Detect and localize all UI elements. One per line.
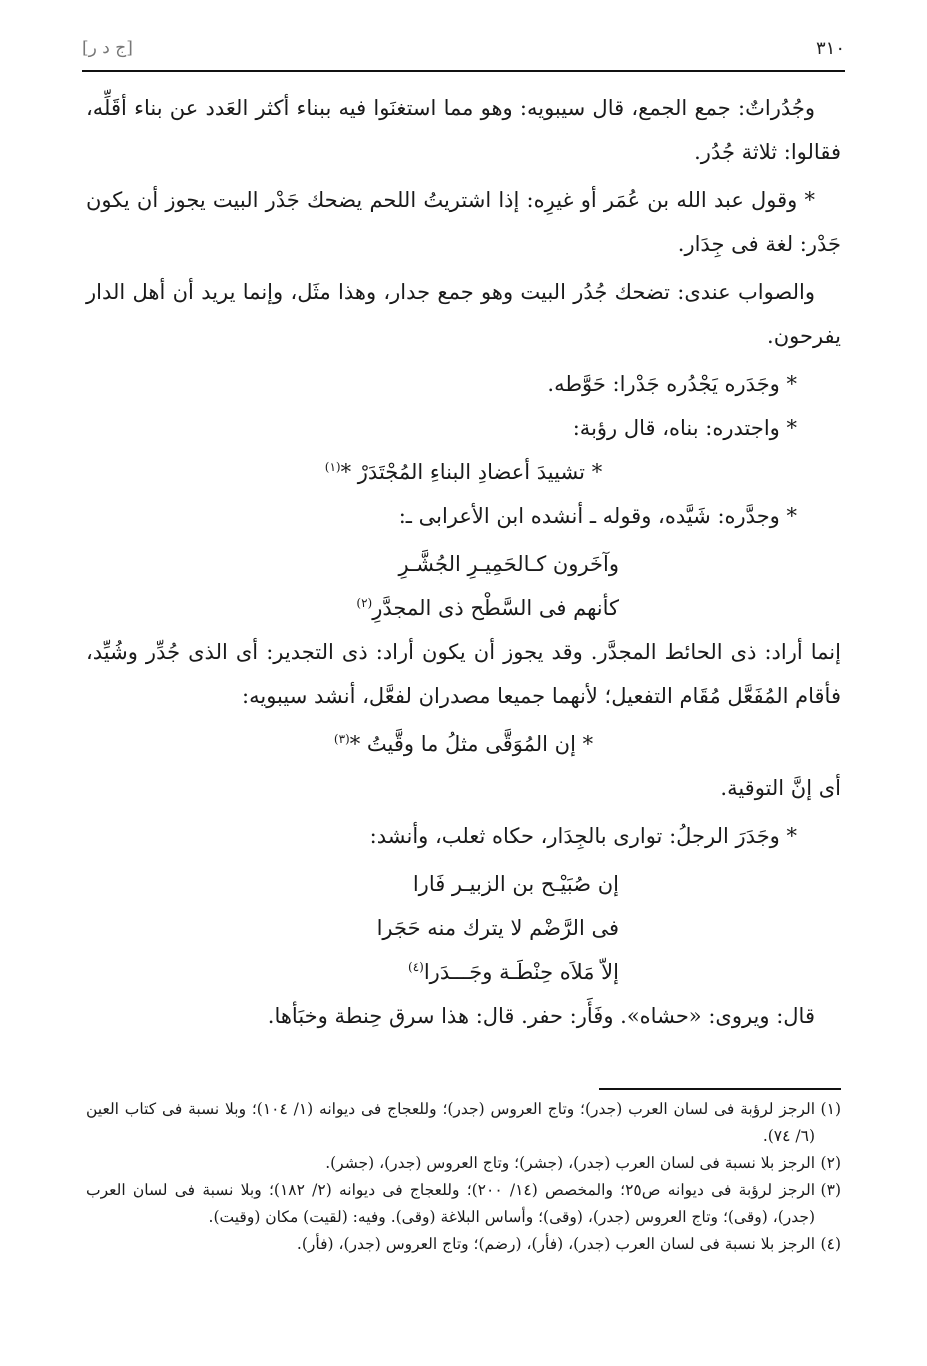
- footnote-item: [86, 1096, 841, 1150]
- verse-text: * تشييدَ أعضادِ البناءِ المُجْتَدَرْ *: [340, 460, 603, 484]
- verse-line: وآخَرون كـالحَمِيـرِ الجُشَّـرِ: [398, 552, 619, 576]
- paragraph-plural-of-plural: وجُدُراتٌ: جمع الجمع، قال سيبويه: وهو مما استغنَوا فيه ببناء أكثر العَدد عن بناء أقَلِّه، فقالوا: ثلاثة جُدُر.: [86, 96, 841, 164]
- footnote-ref: (١): [324, 460, 341, 474]
- entry-jadara-rajul: * وجَدَرَ الرجلُ: توارى بالجِدَار، حكاه ثعلب، وأنشد:: [369, 824, 797, 848]
- main-text: [86, 86, 841, 1042]
- verse-line: إن صُبَيْـح بن الزبيـر فَارا: [412, 872, 619, 896]
- footnote-number: (٣): [820, 1181, 841, 1199]
- verse-text: كأنهم فى السَّطْح ذى المجدَّرِ: [372, 596, 619, 620]
- footnote-text: الرجز بلا نسبة فى لسان العرب (جدر)، (فأر)، (رضم)؛ وتاج العروس (جدر)، (فأر).: [296, 1235, 815, 1253]
- footnote-text: الرجز بلا نسبة فى لسان العرب (جدر)، (جشر)؛ وتاج العروس (جدر)، (جشر).: [325, 1154, 815, 1172]
- verse-line: [86, 586, 841, 630]
- footnote-text: الرجز لرؤبة فى ديوانه ص٢٥؛ والمخصص (١٤/ ٢٠٠)؛ وللعجاج فى ديوانه (٢/ ١٨٢)؛ وبلا نسبة فى لسان العرب (جدر)، (وقى)؛ وتاج العروس (جدر)، (وقى)؛ وأساس البلاغة (وقى). وفيه: (لقيت) مكان (وقيت).: [86, 1181, 815, 1226]
- footnote-ref: (٤): [408, 960, 424, 974]
- footnote-text: الرجز لرؤبة فى لسان العرب (جدر)؛ وتاج العروس (جدر)؛ وللعجاج فى ديوانه (١/ ١٠٤)؛ وبلا نسبة فى كتاب العين (٦/ ٧٤).: [86, 1100, 815, 1145]
- verse-sibawayh: [86, 722, 841, 766]
- verse-text: إلاّ مَلاَه حِنْطَـة وجَـــدَرا: [423, 960, 619, 984]
- paragraph-tawqiya: أى إنَّ التوقية.: [720, 776, 841, 800]
- entry-ijtadarahu: * واجتدره: بناه، قال رؤبة:: [572, 416, 797, 440]
- paragraph-explanation: إنما أراد: ذى الحائط المجدَّر. وقد يجوز أن يكون أراد: ذى التجدير: أى الذى جُدِّر وشُيِّد، فأقام المُفَعَّل مُقَام التفعيل؛ لأنهما جميعا مصدران لفعَّل، أنشد سيبويه:: [86, 640, 841, 708]
- paragraph-correct-reading: والصواب عندى: تضحك جُدُر البيت وهو جمع جدار، وهذا مثَل، وإنما يريد أن أهل الدار يفرحون.: [86, 280, 841, 348]
- footnotes: [86, 1096, 841, 1258]
- entry-root-label: [ج د ر]: [82, 38, 133, 58]
- footnote-number: (١): [820, 1100, 841, 1118]
- verse-text: * إن المُوَقَّى مثلُ ما وقَّيتُ *: [349, 732, 594, 756]
- paragraph-variant-reading: قال: ويروى: «حشاه». وفَأَر: حفر. قال: هذا سرق حِنطة وخبَأها.: [267, 1004, 815, 1028]
- paragraph-ibn-umar-saying: * وقول عبد الله بن عُمَر أو غيرِه: إذا اشتريتُ اللحم يضحك جَدْر البيت يجوز أن يكون جَدْر: لغة فى جِدَار.: [86, 188, 841, 256]
- footnote-rule: [599, 1088, 841, 1090]
- footnote-ref: (٢): [356, 596, 373, 610]
- footnote-item: [86, 1177, 841, 1231]
- footnote-item: [86, 1231, 841, 1258]
- entry-jaddarahu: * وجدَّره: شَيَّده، وقوله ـ أنشده ابن الأعرابى ـ:: [398, 504, 797, 528]
- footnote-ref: (٣): [333, 732, 350, 746]
- verse-rubah: [86, 450, 841, 494]
- footnote-item: [86, 1150, 841, 1177]
- verse-line: [86, 950, 841, 994]
- entry-jadarahu: * وجَدَره يَجْدُره جَدْرا: حَوَّطه.: [547, 372, 797, 396]
- footnote-number: (٢): [820, 1154, 841, 1172]
- footnote-number: (٤): [820, 1235, 841, 1253]
- verse-line: فى الرَّضْم لا يترك منه حَجَرا: [376, 916, 619, 940]
- page-number: ٣١٠: [815, 38, 845, 59]
- header-rule: [82, 70, 845, 72]
- page-header: [82, 36, 845, 66]
